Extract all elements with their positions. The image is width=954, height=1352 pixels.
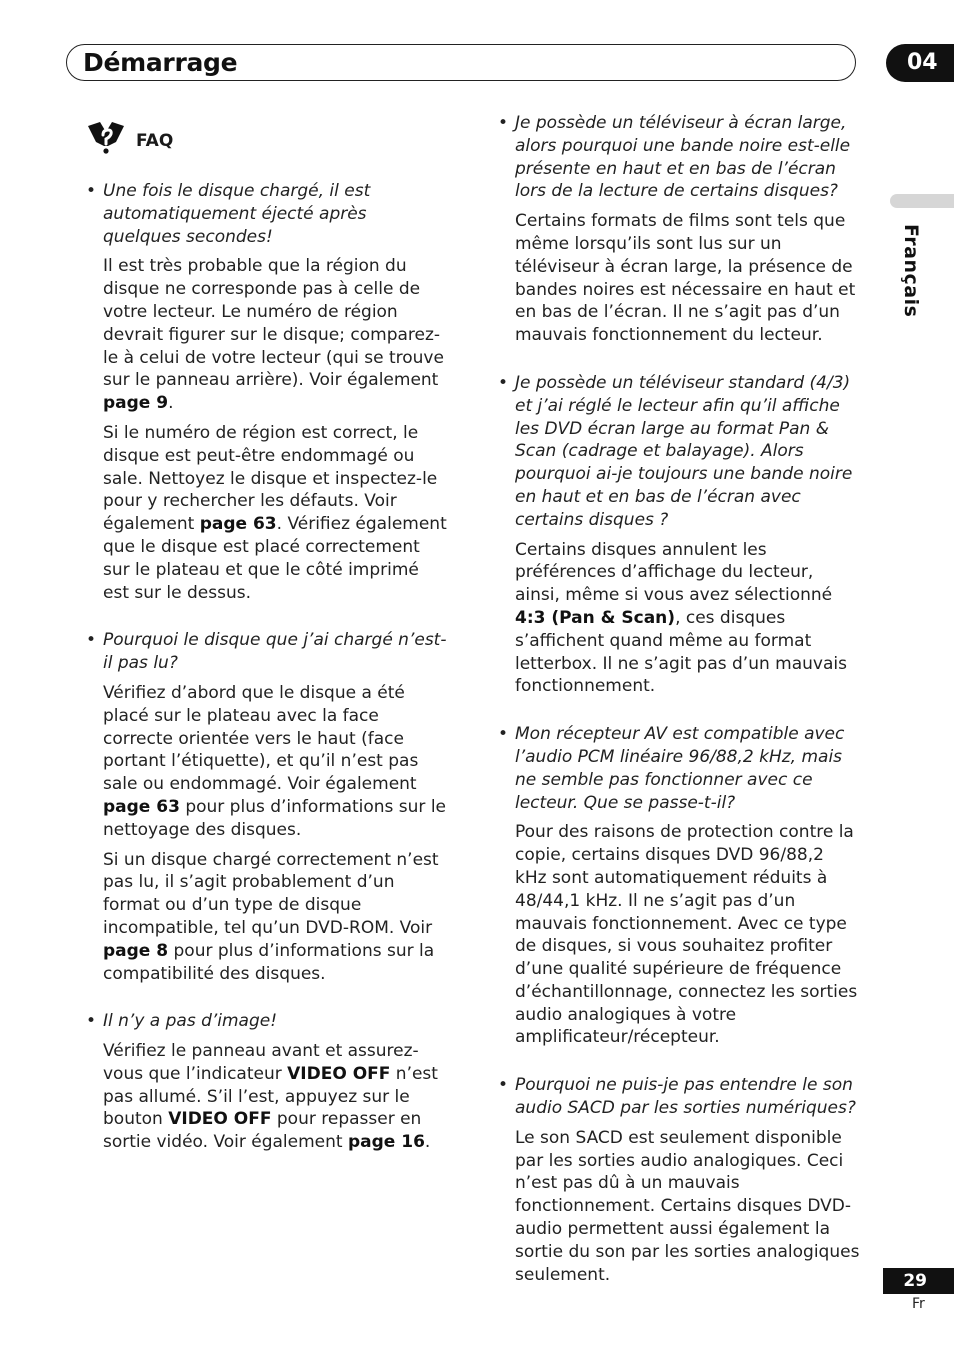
faq-question-text: Une fois le disque chargé, il est automatiquement éjecté après quelques secondes!: [103, 181, 371, 247]
faq-label: FAQ: [136, 131, 174, 151]
answer-text: .: [424, 1132, 431, 1153]
page-title: Démarrage: [83, 48, 238, 77]
page-number: 29: [883, 1268, 954, 1294]
answer-text: Si le numéro de région est correct, le disque est peut-être endommagé ou sale. Nettoyez le disque et inspectez-le pour y rechercher les défauts. Voir également: [103, 422, 438, 535]
faq-list-left: [86, 180, 448, 1154]
faq-question-text: Je possède un téléviseur à écran large, alors pourquoi une bande noire est-elle présente en haut et en bas de l’écran lors de la lecture de certains disques?: [515, 113, 851, 202]
bold-reference: 4:3 (Pan & Scan): [515, 607, 676, 628]
faq-item: [86, 180, 448, 604]
answer-text: pour repasser en sortie vidéo. Voir également: [103, 1109, 422, 1153]
faq-question-text: Mon récepteur AV est compatible avec l’audio PCM linéaire 96/88,2 kHz, mais ne semble pas fonctionner avec ce lecteur. Que se passe-t-il?: [515, 724, 845, 813]
faq-answer: [498, 1127, 860, 1287]
faq-item: [498, 723, 860, 1049]
answer-text: Vérifiez le panneau avant et assurez-vous que l’indicateur: [103, 1041, 419, 1084]
answer-text: , ces disques s’affichent quand même au format letterbox. Il ne s’agit pas d’un mauvais fonctionnement.: [515, 607, 847, 697]
faq-question: [498, 1074, 860, 1120]
bullet-icon: •: [86, 181, 97, 201]
bullet-icon: •: [498, 1075, 509, 1096]
left-column: [86, 118, 448, 1179]
bold-reference: page 63: [199, 514, 277, 535]
faq-item: [498, 1074, 860, 1286]
faq-question-text: Pourquoi le disque que j’ai chargé n’est-il pas lu?: [103, 630, 447, 674]
bold-reference: page 63: [103, 796, 180, 817]
faq-question: [86, 1010, 448, 1033]
answer-text: . Vérifiez également que le disque est placé correctement sur le plateau et que le côté imprimé est sur le dessus.: [103, 514, 447, 603]
faq-answer: [86, 849, 448, 986]
faq-question: [498, 372, 860, 532]
faq-question: [498, 112, 860, 203]
faq-question: [86, 629, 448, 675]
question-mark-icon: [86, 118, 126, 158]
faq-answer: [86, 255, 448, 415]
chapter-badge: 04: [886, 44, 954, 82]
faq-answer: [86, 1040, 448, 1154]
language-label: Français: [900, 224, 922, 318]
answer-text: Certains formats de films sont tels que même lorsqu’ils sont lus sur un téléviseur à écran large, la présence de bandes noires est nécessaire en haut et en bas de l’écran. Il ne s’agit pas d’un mauvais fonctionnement du lecteur.: [515, 211, 856, 346]
bold-reference: VIDEO OFF: [287, 1063, 391, 1084]
faq-list-right: [498, 112, 860, 1286]
faq-question-text: Pourquoi ne puis-je pas entendre le son audio SACD par les sorties numériques?: [515, 1075, 856, 1119]
answer-text: pour plus d’informations sur la compatibilité des disques.: [103, 940, 435, 984]
answer-text: Il est très probable que la région du disque ne corresponde pas à celle de votre lecteur. Le numéro de région devrait figurer sur le disque; comparez-le à celui de votre lecteur (qui se trouve sur le panneau arrière). Voir également: [103, 256, 444, 391]
language-tab: [890, 194, 954, 208]
answer-text: Si un disque chargé correctement n’est pas lu, il s’agit probablement d’un format ou d’un type de disque incompatible, tel qu’un DVD-ROM. Voir: [103, 849, 439, 938]
faq-question: [86, 180, 448, 248]
answer-text: Le son SACD est seulement disponible par les sorties audio analogiques. Ceci n’est pas dû à un mauvais fonctionnement. Certains disques DVD-audio permettent aussi également la sortie du son par les sorties analogiques seulement.: [515, 1127, 860, 1285]
bullet-icon: •: [498, 724, 509, 745]
bold-reference: VIDEO OFF: [168, 1109, 272, 1130]
faq-answer: [86, 682, 448, 842]
faq-question-text: Il n’y a pas d’image!: [103, 1011, 278, 1032]
faq-question-text: Je possède un téléviseur standard (4/3) et j’ai réglé le lecteur afin qu’il affiche les DVD écran large au format Pan & Scan (cadrage et balayage). Alors pourquoi ai-je toujours une bande noire en haut et en bas de l’écran avec certains disques ?: [515, 372, 853, 530]
faq-answer: [86, 422, 448, 604]
faq-item: [86, 1010, 448, 1154]
answer-text: pour plus d’informations sur le nettoyage des disques.: [103, 796, 447, 840]
answer-text: Certains disques annulent les préférences d’affichage du lecteur, ainsi, même si vous avez sélectionné: [515, 539, 833, 606]
faq-answer: [498, 210, 860, 347]
faq-heading: [86, 118, 448, 166]
faq-item: [498, 112, 860, 347]
bullet-icon: •: [498, 113, 509, 133]
faq-item: [86, 629, 448, 985]
faq-question: [498, 723, 860, 814]
bold-reference: page 16: [347, 1132, 425, 1153]
faq-answer: [498, 821, 860, 1049]
faq-answer: [498, 539, 860, 699]
right-column: [498, 112, 860, 1311]
answer-text: n’est pas allumé. S’il l’est, appuyez sur le bouton: [103, 1063, 438, 1130]
bullet-icon: •: [86, 630, 97, 651]
bullet-icon: •: [86, 1011, 97, 1032]
answer-text: Pour des raisons de protection contre la copie, certains disques DVD 96/88,2 kHz sont automatiquement réduits à 48/44,1 kHz. Il ne s’agit pas d’un mauvais fonctionnement. Avec ce type de disques, si vous souhaitez profiter d’une qualité supérieure de fréquence d’échantillonnage, connectez les sorties audio analogiques à votre amplificateur/récepteur.: [515, 822, 858, 1048]
answer-text: Vérifiez d’abord que le disque a été placé sur le plateau avec la face correcte orientée vers le haut (face portant l’étiquette), et qu’il n’est pas sale ou endommagé. Voir également: [103, 682, 419, 795]
bullet-icon: •: [498, 372, 509, 393]
answer-text: .: [168, 393, 174, 414]
bold-reference: page 9: [103, 393, 169, 414]
page-language-code: Fr: [912, 1296, 925, 1312]
bold-reference: page 8: [103, 940, 169, 961]
faq-item: [498, 372, 860, 698]
